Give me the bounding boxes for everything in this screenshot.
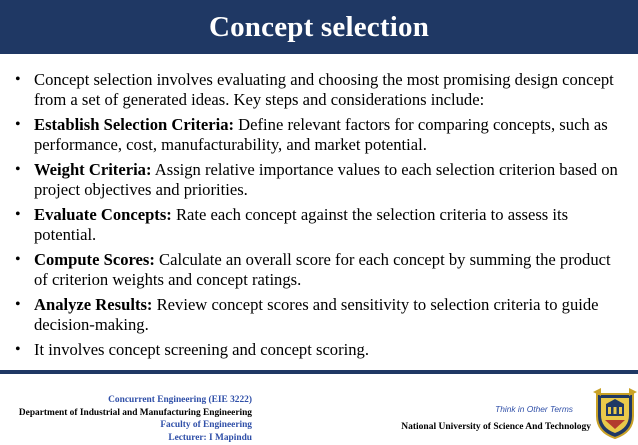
footer-tagline: Think in Other Terms bbox=[495, 404, 573, 414]
footer-course: Concurrent Engineering (EIE 3222) bbox=[108, 395, 252, 405]
bullet-item bbox=[14, 115, 624, 155]
slide-title: Concept selection bbox=[208, 10, 430, 43]
bullet-text: Review concept scores and sensitivity to selection criteria to guide decision-making. bbox=[34, 295, 599, 334]
university-crest-icon bbox=[593, 388, 637, 440]
bullet-dot: • bbox=[15, 296, 21, 313]
bullet-text: It involves concept screening and concept scoring. bbox=[34, 340, 369, 359]
bullet-item bbox=[14, 340, 624, 360]
bullet-dot: • bbox=[15, 116, 21, 133]
bullet-text: Define relevant factors for comparing concepts, such as performance, cost, manufacturability, and market potential. bbox=[34, 115, 608, 154]
bullet-heading: Evaluate Concepts: bbox=[34, 205, 172, 224]
bullet-heading: Analyze Results: bbox=[34, 295, 153, 314]
footer-lecturer: Lecturer: I Mapindu bbox=[168, 432, 252, 443]
bullet-text: Concept selection involves evaluating and choosing the most promising design concept from a set of generated ideas. Key steps and considerations include: bbox=[34, 70, 614, 109]
footer-faculty: Faculty of Engineering bbox=[160, 420, 252, 430]
bullet-heading: Establish Selection Criteria: bbox=[34, 115, 235, 134]
bullet-item bbox=[14, 250, 624, 290]
bullet-list bbox=[14, 70, 624, 365]
bullet-dot: • bbox=[15, 341, 21, 358]
bullet-item bbox=[14, 70, 624, 110]
bullet-dot: • bbox=[15, 161, 21, 178]
bullet-text: Rate each concept against the selection criteria to assess its potential. bbox=[34, 205, 569, 244]
bullet-item bbox=[14, 160, 624, 200]
footer-university: National University of Science And Technology bbox=[401, 422, 591, 432]
bullet-text: Assign relative importance values to each selection criterion based on project objectives and priorities. bbox=[34, 160, 618, 199]
bullet-dot: • bbox=[15, 71, 21, 88]
bullet-heading: Weight Criteria: bbox=[34, 160, 152, 179]
bullet-text: Calculate an overall score for each concept by summing the product of criterion weights and concept ratings. bbox=[34, 250, 611, 289]
footer-course-info bbox=[19, 394, 252, 444]
bullet-item bbox=[14, 205, 624, 245]
bullet-dot: • bbox=[15, 206, 21, 223]
footer-department: Department of Industrial and Manufacturing Engineering bbox=[18, 407, 252, 418]
bullet-heading: Compute Scores: bbox=[34, 250, 155, 269]
footer-divider bbox=[0, 370, 638, 374]
bullet-item bbox=[14, 295, 624, 335]
bullet-dot: • bbox=[15, 251, 21, 268]
title-bar bbox=[0, 0, 638, 54]
